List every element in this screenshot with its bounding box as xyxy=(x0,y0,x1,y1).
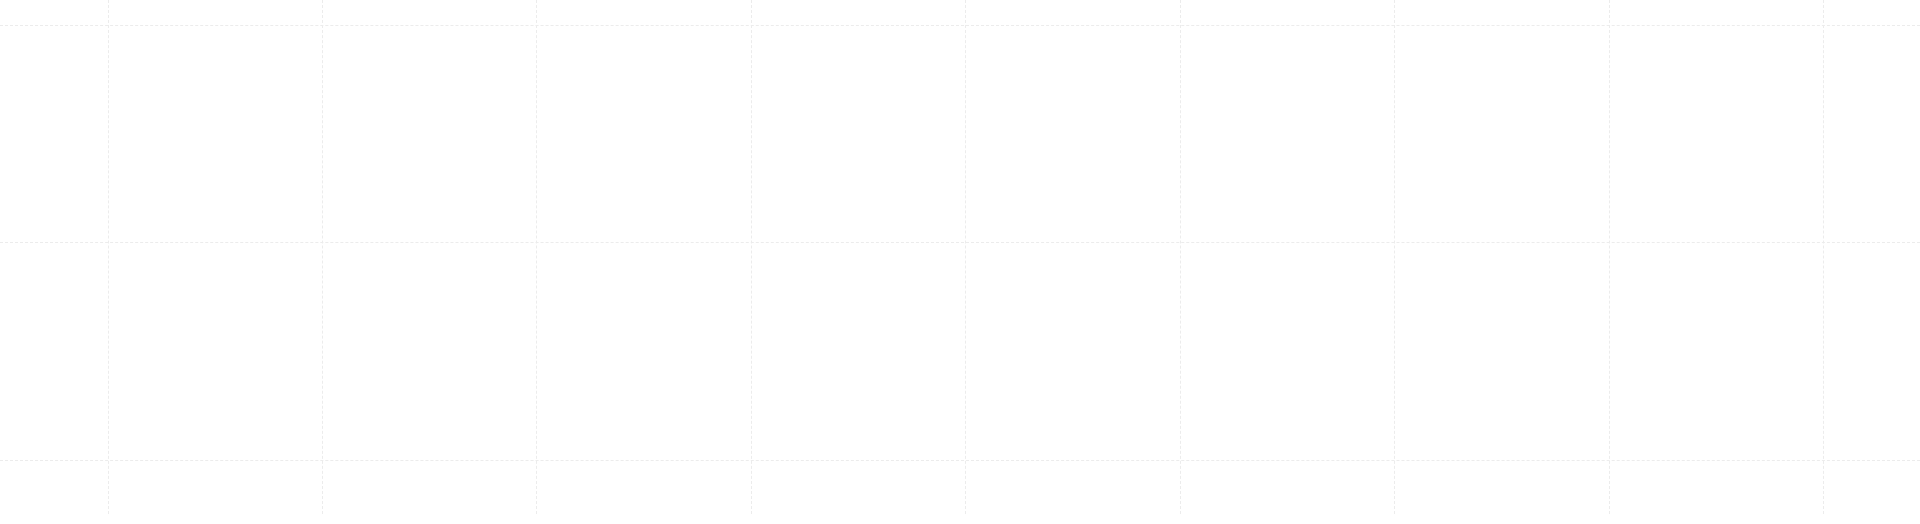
grid-line-vertical-5 xyxy=(965,0,966,514)
grid-line-vertical-3 xyxy=(536,0,537,514)
grid-line-vertical-1 xyxy=(108,0,109,514)
grid-line-horizontal-bottom xyxy=(0,460,1920,461)
grid-line-vertical-4 xyxy=(751,0,752,514)
grid-line-vertical-6 xyxy=(1180,0,1181,514)
grid-line-vertical-7 xyxy=(1394,0,1395,514)
grid-line-vertical-8 xyxy=(1609,0,1610,514)
grid-line-vertical-9 xyxy=(1823,0,1824,514)
grid-line-horizontal-top xyxy=(0,25,1920,26)
grid-line-horizontal-middle xyxy=(0,242,1920,243)
grid-line-vertical-2 xyxy=(322,0,323,514)
